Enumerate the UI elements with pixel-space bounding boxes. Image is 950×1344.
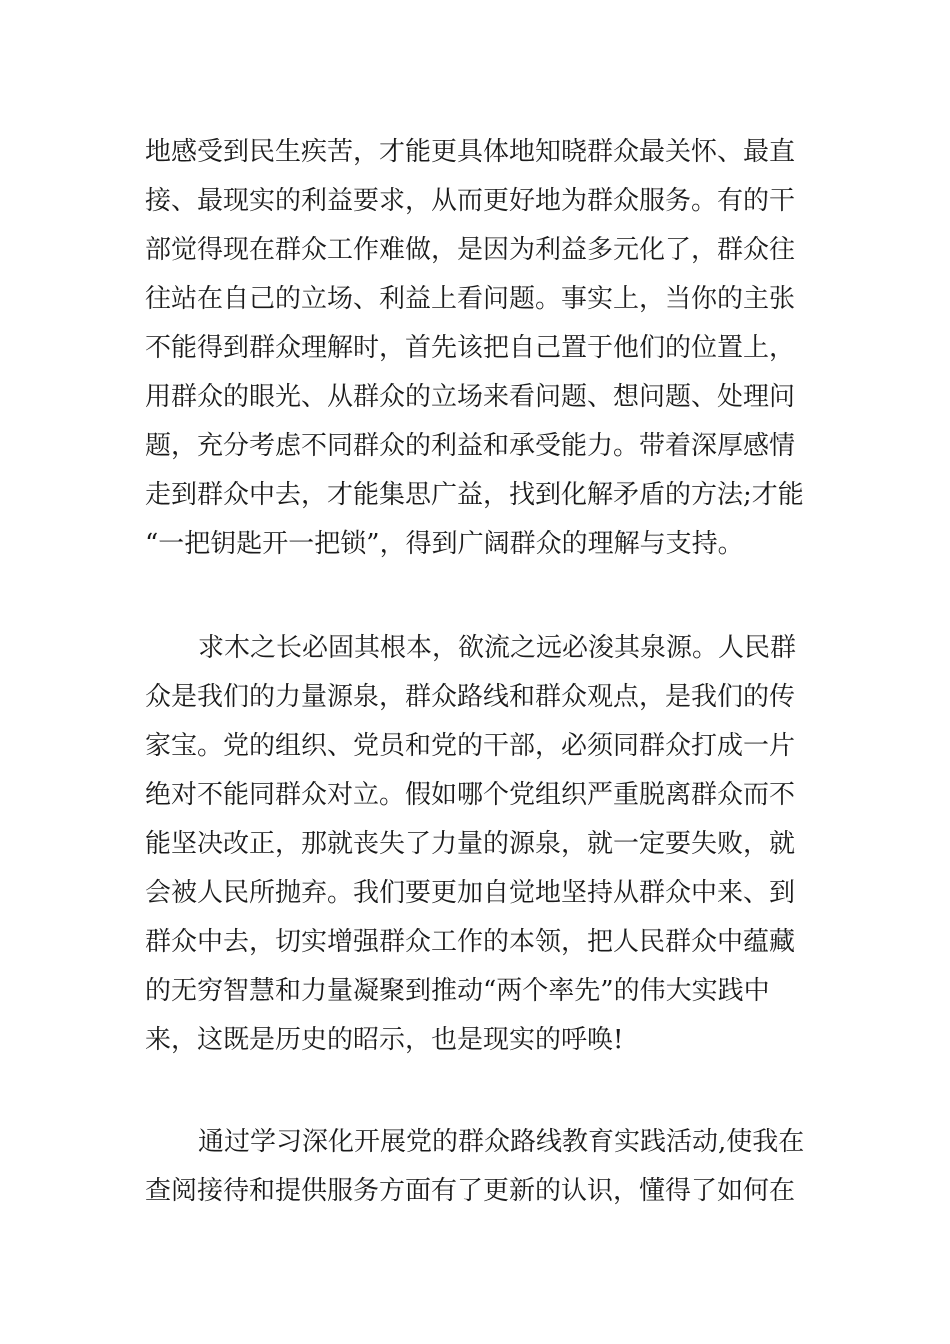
text-line: “一把钥匙开一把锁”，得到广阔群众的理解与支持。 (145, 529, 744, 559)
text-line: 部觉得现在群众工作难做，是因为利益多元化了，群众往 (145, 235, 796, 265)
text-line: 求木之长必固其根本，欲流之远必浚其泉源。人民群 (198, 633, 797, 663)
text-line: 家宝。党的组织、党员和党的干部，必须同群众打成一片 (145, 731, 796, 761)
text-line: 群众中去，切实增强群众工作的本领，把人民群众中蕴藏 (145, 927, 796, 957)
text-line: 绝对不能同群众对立。假如哪个党组织严重脱离群众而不 (145, 780, 796, 810)
text-line: 通过学习深化开展党的群众路线教育实践活动,使我在 (198, 1127, 805, 1157)
text-line: 来，这既是历史的昭示，也是现实的呼唤! (145, 1025, 624, 1055)
text-line: 会被人民所抛弃。我们要更加自觉地坚持从群众中来、到 (145, 878, 796, 908)
text-line: 查阅接待和提供服务方面有了更新的认识，懂得了如何在 (145, 1176, 796, 1206)
text-line: 能坚决改正，那就丧失了力量的源泉，就一定要失败，就 (145, 829, 796, 859)
text-line: 不能得到群众理解时，首先该把自己置于他们的位置上， (145, 333, 796, 363)
text-line: 往站在自己的立场、利益上看问题。事实上，当你的主张 (145, 284, 796, 314)
text-line: 用群众的眼光、从群众的立场来看问题、想问题、处理问 (145, 382, 796, 412)
text-line: 的无穷智慧和力量凝聚到推动“两个率先”的伟大实践中 (145, 976, 770, 1006)
paragraph-1 (145, 128, 810, 569)
text-line: 走到群众中去，才能集思广益，找到化解矛盾的方法;才能 (145, 480, 804, 510)
paragraph-2 (145, 624, 810, 1065)
paragraph-3 (145, 1118, 810, 1216)
text-line: 众是我们的力量源泉，群众路线和群众观点，是我们的传 (145, 682, 796, 712)
text-line: 题，充分考虑不同群众的利益和承受能力。带着深厚感情 (145, 431, 796, 461)
text-line: 接、最现实的利益要求，从而更好地为群众服务。有的干 (145, 186, 796, 216)
text-line: 地感受到民生疾苦，才能更具体地知晓群众最关怀、最直 (145, 137, 796, 167)
